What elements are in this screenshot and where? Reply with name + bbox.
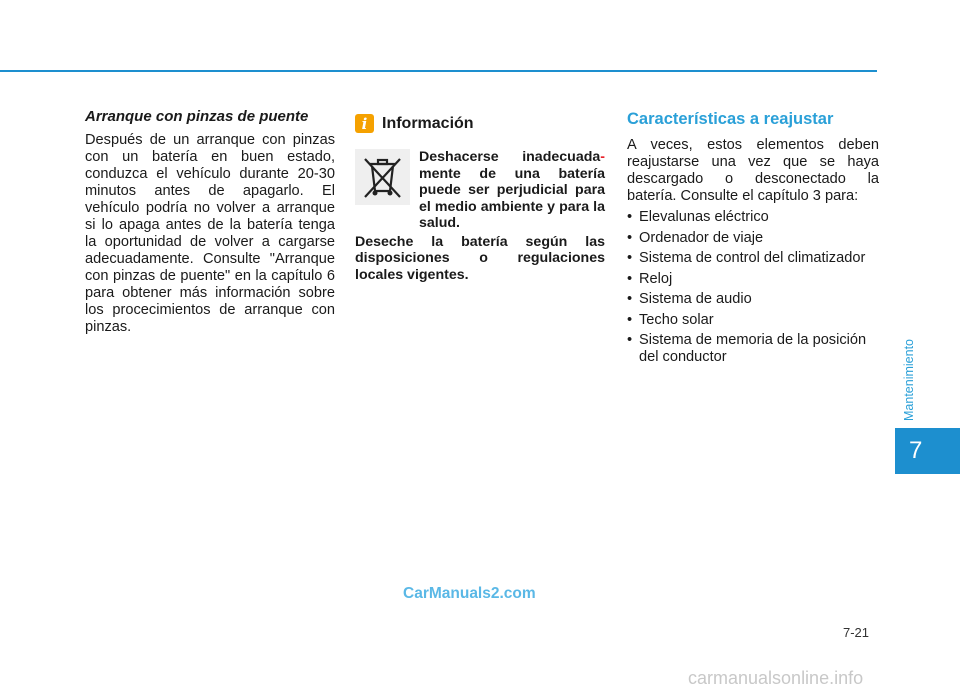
- list-item: • Reloj: [627, 271, 879, 288]
- info-warning-row: [355, 149, 605, 232]
- warning-lead: Deshacerse inadecuada: [419, 149, 601, 165]
- warning-hyphen: -: [600, 149, 605, 165]
- list-item: • Sistema de control del climatizador: [627, 250, 879, 267]
- top-rule: [0, 70, 877, 72]
- jump-start-paragraph: Después de un arranque con pinzas con un batería en buen estado, conduzca el vehículo durante 20-30 minutos antes de apagarlo. El vehículo podría no volver a arranque si lo apaga antes de la batería tenga la oportunidad de volver a cargarse adecuadamente. Consulte "Arranque con pinzas de puente" en la capítulo 6 para obtener más información sobre los procecimientos de arranque con pinzas.: [85, 132, 335, 335]
- improper-disposal-warning: [419, 149, 605, 232]
- chapter-number: 7: [909, 437, 923, 464]
- right-column: [627, 108, 879, 370]
- page-number: 7-21: [843, 625, 870, 640]
- list-item: • Ordenador de viaje: [627, 230, 879, 247]
- chapter-tab: [895, 428, 960, 474]
- footer-watermark: carmanualsonline.info: [688, 668, 864, 688]
- watermark: CarManuals2.com: [403, 585, 536, 602]
- info-icon: i: [355, 114, 374, 133]
- info-title: Información: [382, 114, 474, 132]
- list-item: • Elevalunas eléctrico: [627, 209, 879, 226]
- reset-features-heading: Características a reajustar: [627, 110, 834, 128]
- list-item: • Sistema de audio: [627, 291, 879, 308]
- reset-feature-list: [627, 209, 879, 366]
- info-header: [355, 114, 605, 133]
- crossed-bin-icon: [355, 149, 410, 205]
- list-item: • Sistema de memoria de la posición del conductor: [627, 332, 879, 366]
- section-side-label: [898, 330, 920, 430]
- warning-rest: mente de una batería puede ser perjudicial para el medio ambiente y para la salud.: [419, 165, 605, 231]
- jump-start-subheading: Arranque con pinzas de puente: [85, 108, 309, 125]
- section-name: Mantenimiento: [902, 339, 916, 421]
- left-column: [85, 108, 335, 336]
- info-column: [355, 108, 605, 283]
- dispose-instruction: Deseche la batería según las disposiciones o regulaciones locales vigentes.: [355, 233, 605, 283]
- reset-intro: A veces, estos elementos deben reajustarse una vez que se haya descargado o desconectado la batería. Consulte el capítulo 3 para:: [627, 137, 879, 204]
- list-item: • Techo solar: [627, 312, 879, 329]
